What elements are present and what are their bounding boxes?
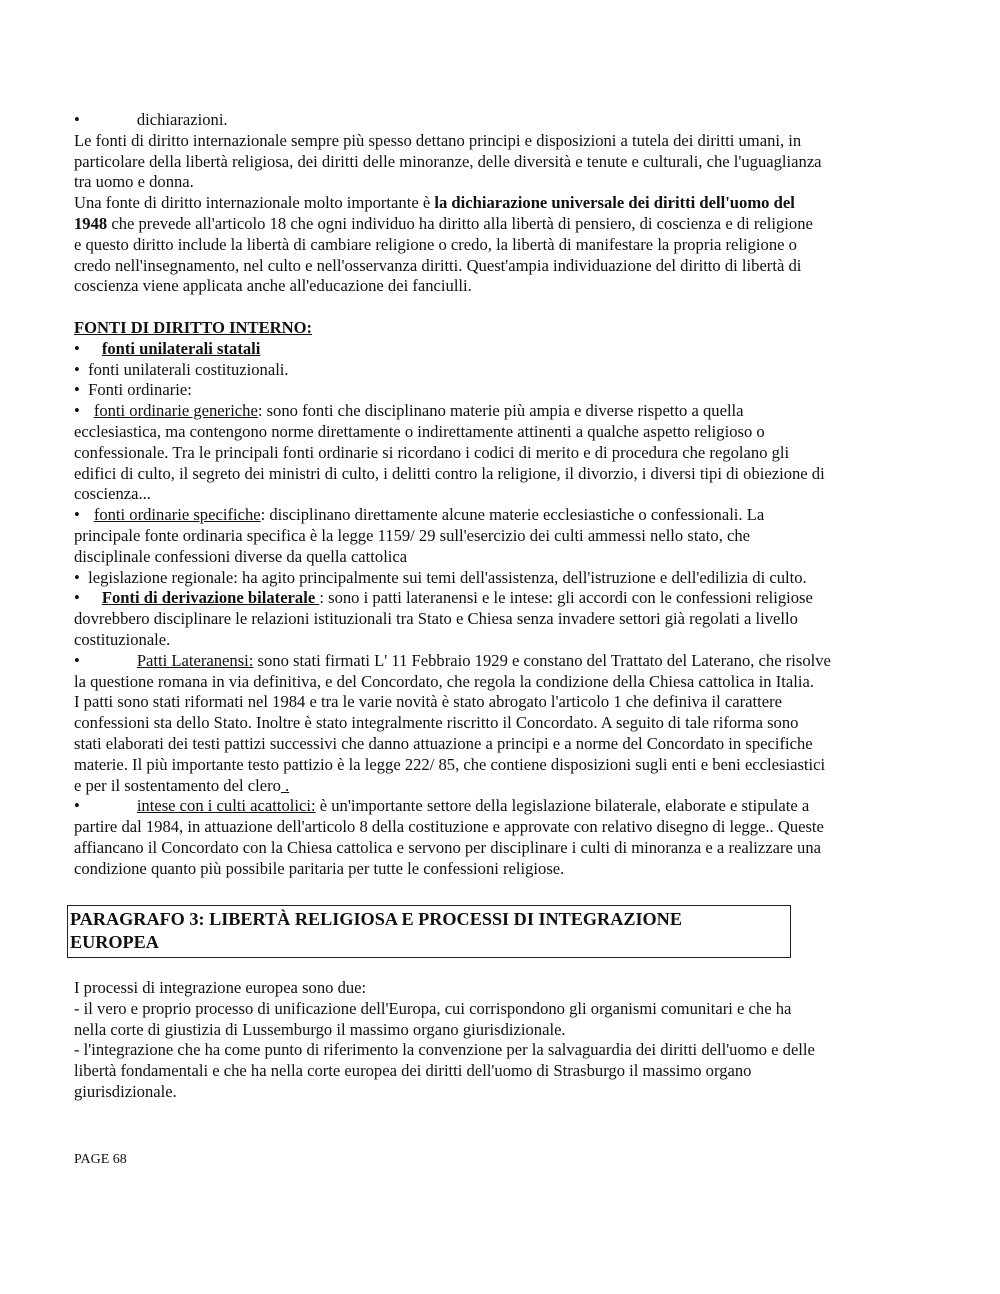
paragraph-line: condizione quanto più possibile paritaria per tutte le confessioni religiose. [74,858,565,878]
bullet-line: • fonti ordinarie specifiche: disciplinano direttamente alcune materie ecclesiastiche o confessionali. La [74,505,765,525]
paragraph-line: nella corte di giustizia di Lussemburgo il massimo organo giurisdizionale. [74,1019,566,1039]
paragraph-line: e questo diritto include la libertà di cambiare religione o credo, la libertà di manifestare la propria religione o [74,234,797,254]
bullet-line: • intese con i culti acattolici: è un'importante settore della legislazione bilaterale, elaborate e stipulate a [74,796,810,816]
paragraph-line: particolare della libertà religiosa, dei diritti delle minoranze, delle diversità e tenute e culturali, che l'uguaglianza [74,151,822,171]
bold-text: la dichiarazione universale dei diritti dell'uomo del [434,193,795,213]
paragraph-line: e per il sostentamento del clero . [74,775,290,795]
paragraph-line: coscienza... [74,484,151,504]
paragraph-line: credo nell'insegnamento, nel culto e nell'osservanza diritti. Quest'ampia individuazione del diritto di libertà di [74,255,802,275]
paragraph-line: I patti sono stati riformati nel 1984 e tra le varie novità è stato abrogato l'articolo 1 che definiva il carattere [74,692,782,712]
paragraph-line: Le fonti di diritto internazionale sempre più spesso dettano principi e disposizioni a tutela dei diritti umani, in [74,130,802,150]
bullet-line: • fonti ordinarie generiche: sono fonti che disciplinano materie più ampia e diverse rispetto a quella [74,401,744,421]
paragraph-line: libertà fondamentali e che ha nella corte europea dei diritti dell'uomo di Strasburgo il massimo organo [74,1061,752,1081]
paragraph-line: affiancano il Concordato con la Chiesa cattolica e servono per disciplinare i culti di minoranza e a realizzare una [74,837,822,857]
page-number: PAGE 68 [74,1152,127,1167]
paragraph-line: dovrebbero disciplinare le relazioni istituzionali tra Stato e Chiesa senza invadere settori già regolati a livello [74,609,798,629]
paragraph-3-heading: PARAGRAFO 3: LIBERTÀ RELIGIOSA E PROCESSI DI INTEGRAZIONE EUROPEA [67,905,791,958]
paragraph-line: I processi di integrazione europea sono due: [74,978,367,997]
paragraph-line: la questione romana in via definitiva, e del Concordato, che regola la condizione della Chiesa cattolica in Italia. [74,671,814,691]
paragraph-line: giurisdizionale. [74,1081,177,1101]
bullet-line: • fonti unilaterali statali [74,338,261,358]
paragraph-line: edifici di culto, il segreto dei ministri di culto, i delitti contro la religione, il divorzio, i diversi tipi di obiezione di [74,463,825,483]
document-body [74,110,934,879]
paragraph-line: ecclesiastica, ma contengono norme direttamente o indirettamente attinenti a qualche aspetto religioso o [74,421,765,441]
paragraph-line: coscienza viene applicata anche all'educazione dei fanciulli. [74,276,472,296]
paragraph-line: stati elaborati dei testi pattizi successivi che danno attuazione a principi e a norme del Concordato in specifiche [74,733,813,753]
bullet-line: • dichiarazioni. [74,110,228,129]
paragraph-line: confessioni sta dello Stato. Inoltre è stato integralmente riscritto il Concordato. A seguito di tale riforma sono [74,713,799,733]
paragraph-line: 1948 che prevede all'articolo 18 che ogni individuo ha diritto alla libertà di pensiero, di coscienza e di religione [74,213,813,233]
bullet-line: • Patti Lateranensi: sono stati firmati L' 11 Febbraio 1929 e constano del Trattato del Laterano, che risolve [74,650,831,670]
bold-text: 1948 [74,213,108,233]
paragraph-line: - l'integrazione che ha come punto di riferimento la convenzione per la salvaguardia dei diritti dell'uomo e delle [74,1040,815,1060]
paragraph-line: - il vero e proprio processo di unificazione dell'Europa, cui corrispondono gli organismi comunitari e che ha [74,998,792,1018]
bullet-line: • legislazione regionale: ha agito principalmente sui temi dell'assistenza, dell'istruzione e dell'edilizia di culto. [74,567,807,587]
paragraph-line: materie. Il più importante testo pattizio è la legge 222/ 85, che contiene disposizioni sugli enti e beni ecclesiastici [74,754,826,774]
paragraph-line: disciplinale confessioni diverse da quella cattolica [74,546,408,566]
paragraph-line: Una fonte di diritto internazionale molto importante è la dichiarazione universale dei diritti dell'uomo del [74,193,795,213]
bullet-line: • Fonti ordinarie: [74,380,192,400]
bullet-line: • fonti unilaterali costituzionali. [74,359,289,379]
paragraph-line: tra uomo e donna. [74,172,194,192]
bullet-line: • Fonti di derivazione bilaterale : sono i patti lateranensi e le intese: gli accordi con le confessioni religiose [74,588,813,608]
paragraph-3-body [74,978,934,1103]
section-heading: FONTI DI DIRITTO INTERNO: [74,317,313,337]
paragraph-line: partire dal 1984, in attuazione dell'articolo 8 della costituzione e approvate con relativo disegno di legge.. Queste [74,817,824,837]
paragraph-line: principale fonte ordinaria specifica è la legge 1159/ 29 sull'esercizio dei culti ammessi nello stato, che [74,525,751,545]
paragraph-line: costituzionale. [74,629,171,649]
paragraph-line: confessionale. Tra le principali fonti ordinarie si ricordano i codici di merito e di procedura che regolano gli [74,442,790,462]
